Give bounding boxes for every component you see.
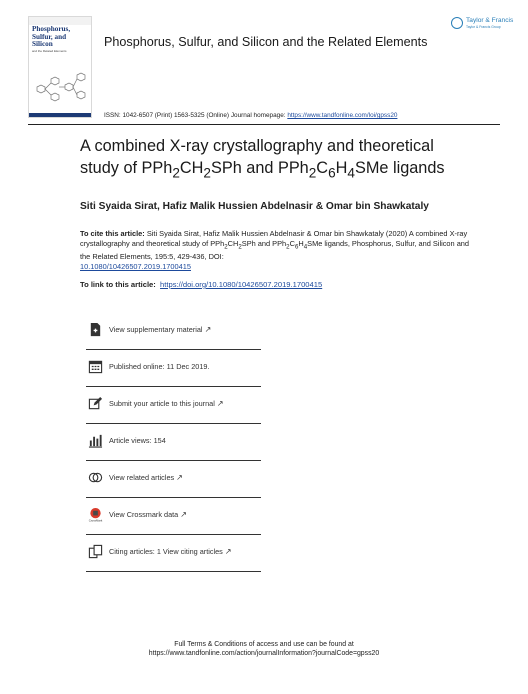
footer-terms xyxy=(0,640,528,658)
external-link-icon: ↗ xyxy=(180,510,187,519)
crossmark-icon xyxy=(88,507,103,522)
edit-icon xyxy=(88,396,103,411)
header-divider xyxy=(28,124,500,125)
cover-title: Phosphorus, Sulfur, and Silicon xyxy=(32,25,71,49)
footer-terms-text: Full Terms & Conditions of access and use can be found at xyxy=(174,641,354,648)
external-link-icon: ↗ xyxy=(176,473,183,482)
article-actions xyxy=(86,313,261,572)
external-link-icon: ↗ xyxy=(204,325,212,334)
footer-terms-link[interactable]: https://www.tandfonline.com/action/journalInformation?journalCode=gpss20 xyxy=(148,650,380,657)
publisher-logo[interactable] xyxy=(451,14,517,36)
external-link-icon: ↗ xyxy=(224,547,232,556)
published-date: Published online: 11 Dec 2019. xyxy=(86,350,261,387)
citation-label: To cite this article: xyxy=(80,229,145,238)
publisher-tagline: Taylor & Francis Group xyxy=(466,25,501,29)
journal-cover-image xyxy=(28,16,92,118)
article-link-line xyxy=(80,280,322,289)
calendar-icon xyxy=(88,359,103,374)
issn-text: ISSN: 1042-6507 (Print) 1563-5325 (Online) Journal homepage: xyxy=(104,112,286,119)
issn-line xyxy=(104,112,397,119)
molecule-illustration xyxy=(29,65,91,109)
bar-chart-icon xyxy=(88,433,103,448)
supplement-icon xyxy=(88,322,103,337)
publisher-name: Taylor & Francis xyxy=(466,17,514,24)
related-articles-link[interactable]: View related articles ↗ xyxy=(86,461,261,498)
article-title: A combined X-ray crystallography and theoretical study of $PPh_2CH_2SPh$ and $PPh_2C_6H_4SMe$ ligands xyxy=(80,137,445,180)
journal-homepage-link[interactable]: https://www.tandfonline.com/loi/gpss20 xyxy=(287,112,398,119)
citing-icon xyxy=(88,544,103,559)
external-link-icon: ↗ xyxy=(216,399,224,408)
journal-name[interactable]: Phosphorus, Sulfur, and Silicon and the Related Elements xyxy=(104,35,428,49)
citing-articles-link[interactable]: Citing articles: 1 View citing articles ↗ xyxy=(86,535,261,572)
article-authors: Siti Syaida Sirat, Hafiz Malik Hussien Abdelnasir & Omar bin Shawkataly xyxy=(80,201,429,212)
article-doi-link[interactable]: https://doi.org/10.1080/10426507.2019.1700415 xyxy=(160,280,323,289)
cover-subtitle: and the Related Elements xyxy=(32,48,67,53)
supplementary-material-link[interactable]: View supplementary material ↗ xyxy=(86,313,261,350)
article-views: Article views: 154 xyxy=(86,424,261,461)
citation-block: To cite this article: Siti Syaida Sirat, Hafiz Malik Hussien Abdelnasir & Omar bin Shawkataly (2020) A combined X-ray crystallography and theoretical study of $PPh_2CH_2SPh$ and $PPh_2C_6H_4SMe$ ligands, Phosphorus, Sulfur, and Silicon and the Related Elements, 195:5, 429-436, DOI: 10.1080/10426507.2019.1700415 xyxy=(80,229,470,271)
related-icon xyxy=(88,470,103,485)
link-label: To link to this article: xyxy=(80,280,156,289)
publisher-logo-icon xyxy=(451,17,463,29)
crossmark-icon-text: CrossMark xyxy=(88,518,103,522)
submit-article-link[interactable]: Submit your article to this journal ↗ xyxy=(86,387,261,424)
crossmark-link[interactable]: CrossMark View Crossmark data ↗ xyxy=(86,498,261,535)
citation-doi-link[interactable]: 10.1080/10426507.2019.1700415 xyxy=(80,261,191,271)
